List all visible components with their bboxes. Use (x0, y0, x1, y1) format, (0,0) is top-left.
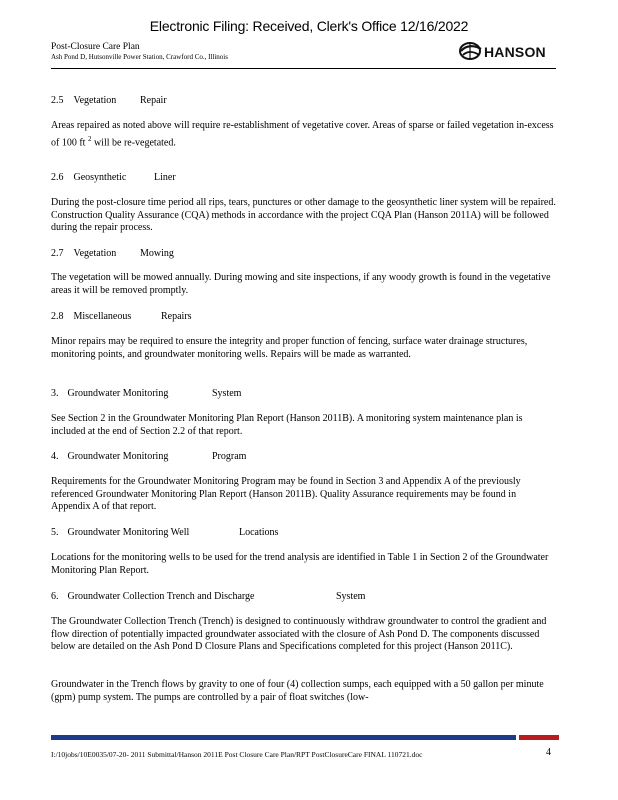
section-title: Groundwater Monitoring Well (67, 527, 190, 538)
globe-icon (458, 40, 484, 62)
footer-color-bar (51, 735, 559, 740)
section-title: Miscellaneous (73, 311, 132, 322)
section-body-5: Locations for the monitoring wells to be used for the trend analysis are identified in Table 1 in Section 2 of the Groundwater Monitoring Plan Report. (51, 552, 549, 576)
section-body-6: The Groundwater Collection Trench (Trench) is designed to continuously withdraw groundwater to control the gradient and flow direction of potentially impacted groundwater associated with the closure of Ash Pond D. The components discussed below are detailed on the Ash Pond D Closure Plans and Specifications completed for this project (Hanson 2011C). (51, 616, 547, 652)
section-body-6-continued: Groundwater in the Trench flows by gravity to one of four (4) collection sumps, each equipped with a 50 gallon per minute (gpm) pump system. The pumps are controlled by a pair of float switches (low- (51, 679, 544, 703)
section-number: 3. (51, 388, 59, 399)
section-title-word: Repairs (161, 311, 192, 322)
section-heading-6 (51, 591, 365, 602)
section-body-3: See Section 2 in the Groundwater Monitoring Plan Report (Hanson 2011B). A monitoring system maintenance plan is included at the end of Section 2.2 of that report. (51, 413, 523, 437)
filing-stamp: Electronic Filing: Received, Clerk's Office 12/16/2022 (149, 18, 469, 34)
section-title: Groundwater Monitoring (67, 388, 169, 399)
section-title-word: Program (212, 451, 247, 462)
section-number: 2.5 (51, 95, 64, 106)
section-title-word: Liner (154, 172, 176, 183)
section-number: 2.8 (51, 311, 64, 322)
section-heading-2-7 (51, 248, 174, 259)
section-heading-5 (51, 527, 278, 538)
section-number: 6. (51, 591, 59, 602)
logo-wordmark: HANSON (484, 44, 546, 60)
page-number: 4 (546, 747, 551, 758)
section-number: 5. (51, 527, 59, 538)
section-title: Geosynthetic (73, 172, 127, 183)
section-heading-4 (51, 451, 246, 462)
section-heading-2-5 (51, 95, 167, 106)
section-title: Vegetation (73, 95, 117, 106)
header-divider (51, 68, 556, 69)
section-body-2-6: During the post-closure time period all rips, tears, punctures or other damage to the geosynthetic liner system will be repaired. Construction Quality Assurance (CQA) methods in accordance with the project CQA Plan (Hanson 2011A) will be followed during the repair process. (51, 197, 556, 233)
body-text-end: will be re-vegetated. (91, 136, 176, 148)
header-title: Post-Closure Care Plan (51, 42, 140, 52)
section-title: Vegetation (73, 248, 117, 259)
superscript: 2 (87, 134, 92, 143)
section-body-2-5 (51, 120, 556, 149)
footer-bar-blue (51, 735, 516, 740)
body-text: Areas repaired as noted above will require re-establishment of vegetative cover. Areas of sparse or failed vegetation in-excess of 100 ft (51, 120, 554, 148)
section-number: 4. (51, 451, 59, 462)
section-title-word: System (336, 591, 366, 602)
section-title-word: Repair (140, 95, 167, 106)
section-number: 2.6 (51, 172, 64, 183)
section-title-word: Mowing (140, 248, 174, 259)
section-number: 2.7 (51, 248, 64, 259)
section-title: Groundwater Collection Trench and Discharge (67, 591, 255, 602)
section-body-2-7: The vegetation will be mowed annually. During mowing and site inspections, if any woody growth is found in the vegetative areas it will be removed promptly. (51, 272, 551, 296)
section-body-4: Requirements for the Groundwater Monitoring Program may be found in Section 3 and Appendix A of the previously referenced Groundwater Monitoring Plan Report (Hanson 2011B). Quality Assurance requirements may be found in Appendix A of that report. (51, 476, 521, 512)
section-heading-3 (51, 388, 241, 399)
header-subtitle: Ash Pond D, Hutsonville Power Station, Crawford Co., Illinois (51, 53, 228, 61)
footer-file-path: I:/10jobs/10E0035/07-20- 2011 Submittal/Hanson 2011E Post Closure Care Plan/RPT PostClosureCare FINAL 110721.doc (51, 750, 423, 759)
section-heading-2-8 (51, 311, 192, 322)
section-title: Groundwater Monitoring (67, 451, 169, 462)
footer-bar-red (519, 735, 559, 740)
section-heading-2-6 (51, 172, 176, 183)
section-title-word: Locations (239, 527, 279, 538)
section-title-word: System (212, 388, 242, 399)
hanson-logo (458, 40, 550, 62)
section-body-2-8: Minor repairs may be required to ensure the integrity and proper function of fencing, surface water drainage structures, monitoring points, and groundwater monitoring wells. Repairs will be made as warranted. (51, 336, 528, 360)
document-header (51, 42, 228, 62)
